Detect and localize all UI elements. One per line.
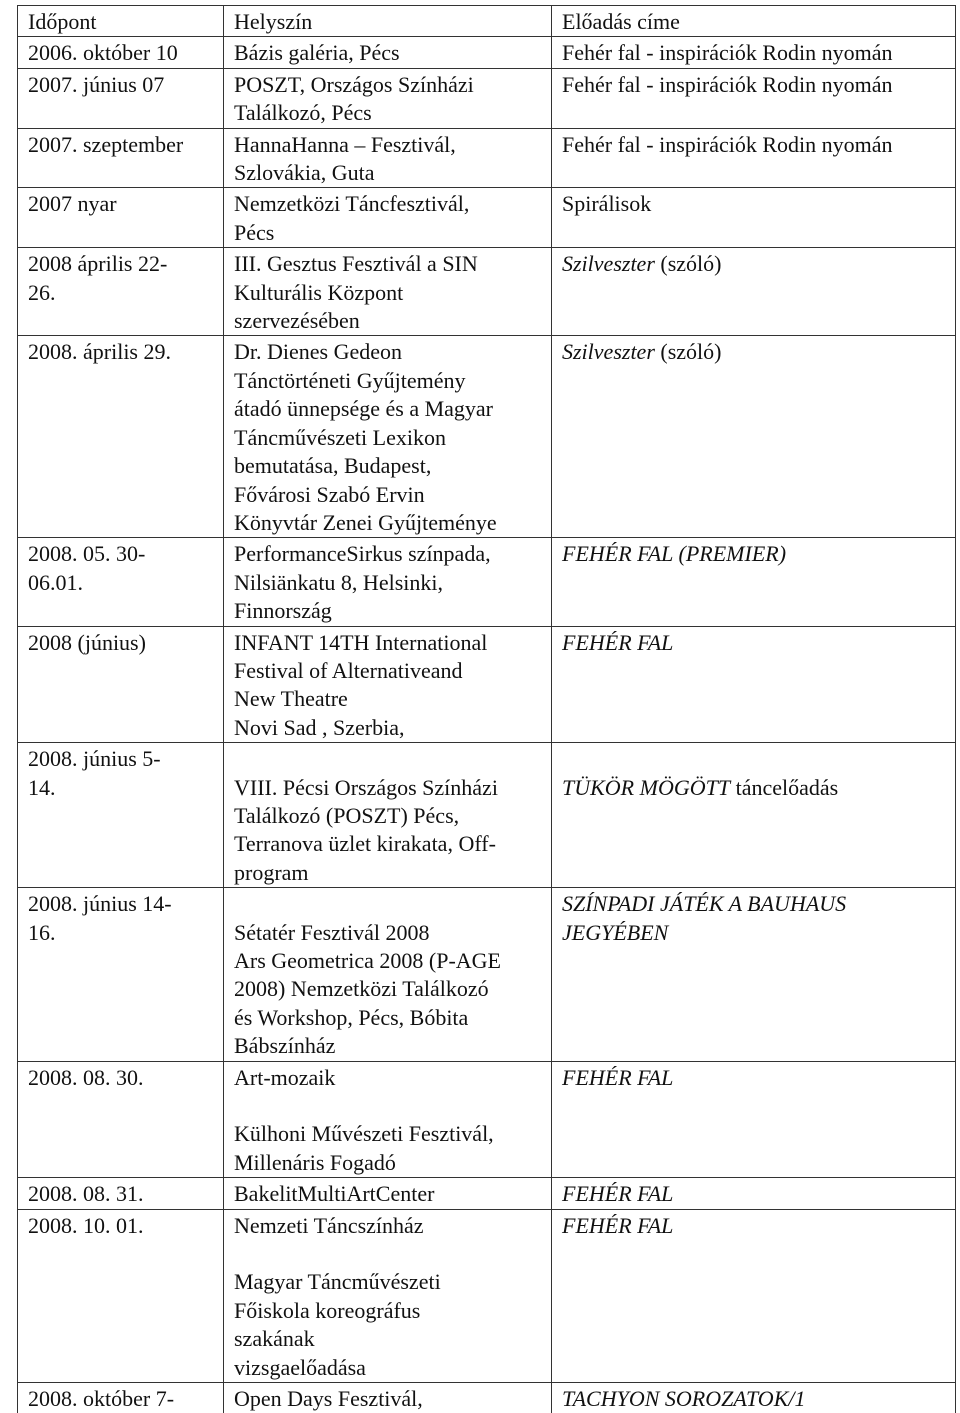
title-suffix: táncelőadás — [730, 774, 839, 800]
title-italic: Szilveszter — [562, 251, 655, 277]
date-cell: 2008. október 7- — [18, 1383, 224, 1413]
venue-cell: Open Days Fesztivál, — [224, 1383, 552, 1413]
venue-cell: Nemzeti Táncszínház Magyar Táncművészeti Főiskola koreográfus szakának vizsgaelőadása — [224, 1209, 552, 1382]
date-cell: 2007. szeptember — [18, 128, 224, 188]
table-row — [18, 743, 956, 888]
table-row — [18, 538, 956, 626]
date-cell: 2008. 08. 30. — [18, 1061, 224, 1178]
date-cell: 2008. 10. 01. — [18, 1209, 224, 1382]
title-suffix: (szóló) — [654, 251, 722, 277]
table-row — [18, 1061, 956, 1178]
title-italic: TÜKÖR MÖGÖTT — [562, 774, 731, 800]
table-row — [18, 626, 956, 743]
venue-column-header: Helyszín — [224, 6, 552, 37]
date-cell: 2008 (június) — [18, 626, 224, 743]
title-cell: FEHÉR FAL (PREMIER) — [552, 538, 956, 626]
date-cell: 2008. június 5- 14. — [18, 743, 224, 888]
venue-cell: Dr. Dienes Gedeon Tánctörténeti Gyűjtemény átadó ünnepsége és a Magyar Táncművészeti Lexikon bemutatása, Budapest, Fővárosi Szabó Ervin Könyvtár Zenei Gyűjteménye — [224, 336, 552, 538]
title-italic: Szilveszter — [562, 339, 655, 365]
venue-cell: POSZT, Országos Színházi Találkozó, Pécs — [224, 68, 552, 128]
title-cell: FEHÉR FAL — [552, 1209, 956, 1382]
title-cell: FEHÉR FAL — [552, 1178, 956, 1209]
date-cell: 2007 nyar — [18, 188, 224, 248]
venue-cell: INFANT 14TH International Festival of Alternativeand New Theatre Novi Sad , Szerbia, — [224, 626, 552, 743]
date-column-header: Időpont — [18, 6, 224, 37]
table-row — [18, 128, 956, 188]
venue-cell: Bázis galéria, Pécs — [224, 37, 552, 68]
title-cell: Fehér fal - inspirációk Rodin nyomán — [552, 37, 956, 68]
table-row — [18, 37, 956, 68]
venue-cell: Nemzetközi Táncfesztivál, Pécs — [224, 188, 552, 248]
table-row — [18, 336, 956, 538]
venue-cell: Art-mozaik Külhoni Művészeti Fesztivál, Millenáris Fogadó — [224, 1061, 552, 1178]
venue-cell: HannaHanna – Fesztivál, Szlovákia, Guta — [224, 128, 552, 188]
date-cell: 2008. 05. 30- 06.01. — [18, 538, 224, 626]
title-cell: Fehér fal - inspirációk Rodin nyomán — [552, 68, 956, 128]
title-cell: Spirálisok — [552, 188, 956, 248]
date-cell: 2007. június 07 — [18, 68, 224, 128]
date-cell: 2008 április 22- 26. — [18, 248, 224, 336]
title-cell: FEHÉR FAL — [552, 1061, 956, 1178]
title-cell: TACHYON SOROZATOK/1 — [552, 1383, 956, 1413]
table-row — [18, 248, 956, 336]
title-suffix: (szóló) — [654, 339, 722, 365]
title-cell — [552, 248, 956, 336]
table-header-row — [18, 6, 956, 37]
title-cell — [552, 336, 956, 538]
venue-cell: Sétatér Fesztivál 2008 Ars Geometrica 2008 (P-AGE 2008) Nemzetközi Találkozó és Workshop, Pécs, Bóbita Bábszínház — [224, 888, 552, 1061]
table-row — [18, 1383, 956, 1413]
date-cell: 2008. június 14- 16. — [18, 888, 224, 1061]
title-cell: Fehér fal - inspirációk Rodin nyomán — [552, 128, 956, 188]
title-column-header: Előadás címe — [552, 6, 956, 37]
table-row — [18, 1178, 956, 1209]
date-cell: 2008. április 29. — [18, 336, 224, 538]
table-row — [18, 188, 956, 248]
venue-cell: PerformanceSirkus színpada, Nilsiänkatu 8, Helsinki, Finnország — [224, 538, 552, 626]
table-row — [18, 68, 956, 128]
title-cell: SZÍNPADI JÁTÉK A BAUHAUS JEGYÉBEN — [552, 888, 956, 1061]
performance-schedule-table — [17, 5, 956, 1413]
table-row — [18, 1209, 956, 1382]
venue-cell: BakelitMultiArtCenter — [224, 1178, 552, 1209]
title-cell — [552, 743, 956, 888]
date-cell: 2006. október 10 — [18, 37, 224, 68]
venue-cell: III. Gesztus Fesztivál a SIN Kulturális Központ szervezésében — [224, 248, 552, 336]
venue-cell: VIII. Pécsi Országos Színházi Találkozó (POSZT) Pécs, Terranova üzlet kirakata, Off- program — [224, 743, 552, 888]
date-cell: 2008. 08. 31. — [18, 1178, 224, 1209]
table-row — [18, 888, 956, 1061]
title-cell: FEHÉR FAL — [552, 626, 956, 743]
